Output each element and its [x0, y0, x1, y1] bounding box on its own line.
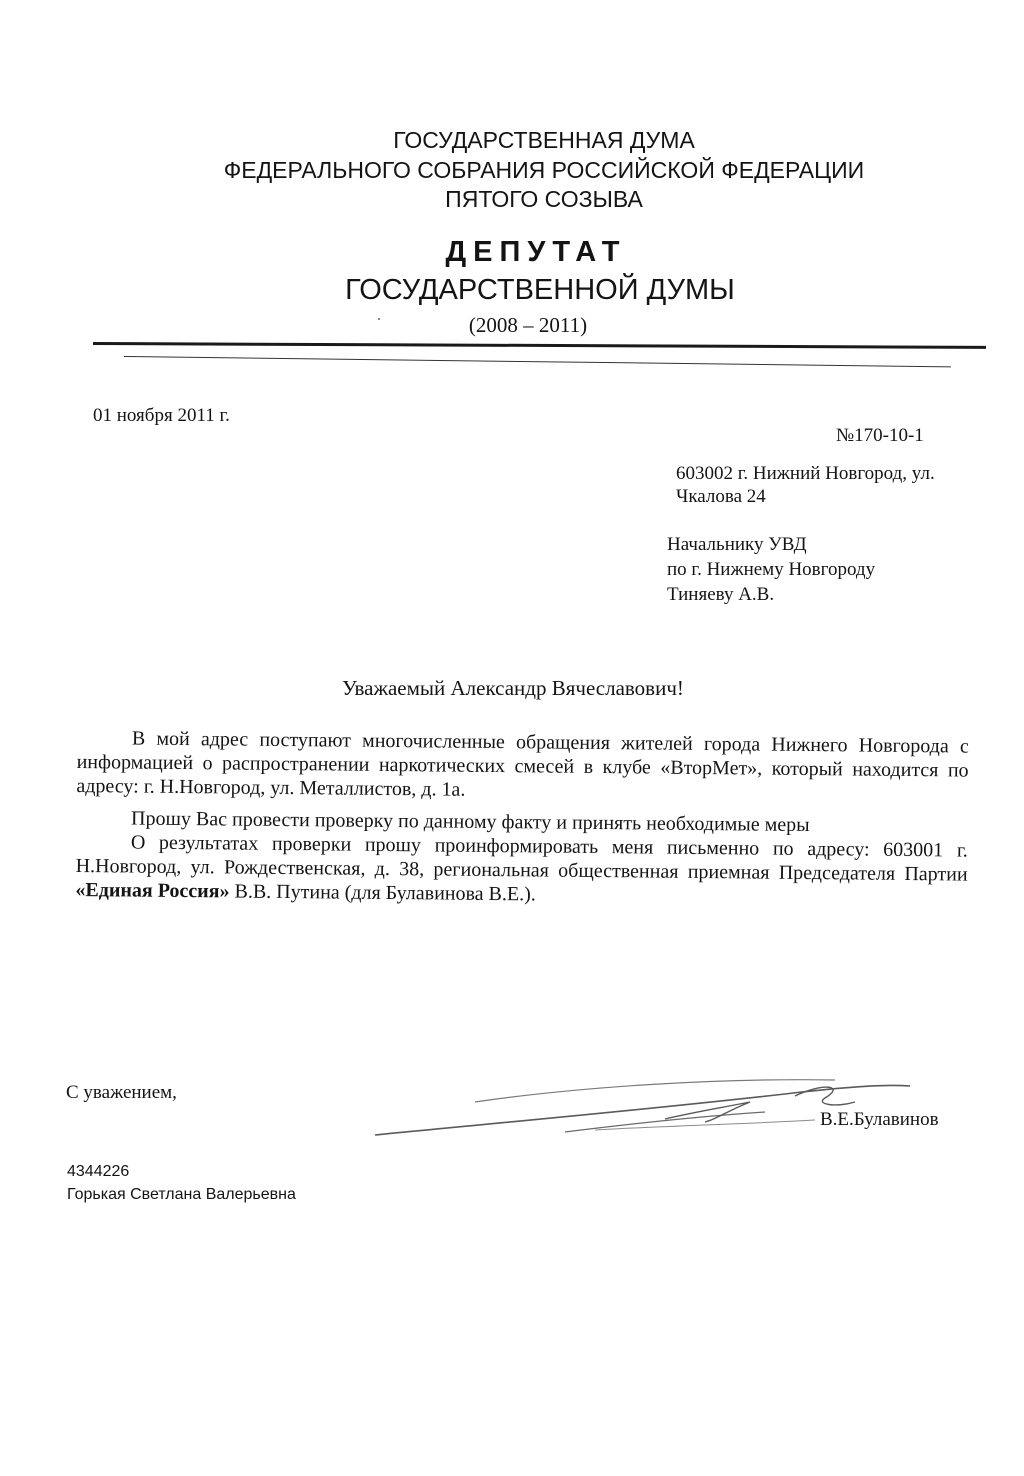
body-text-run: В.В. Путина (для Булавинова В.Е.). — [229, 880, 536, 906]
recipient-line: Начальнику УВД — [667, 534, 807, 555]
body-paragraph: В мой адрес поступают многочисленные обращения жителей города Нижнего Новгорода с информацией о распространении наркотических смесей в клубе «ВторМет», который находится по адресу: г. Н.Новгород, ул. Металлистов, д. 1а. — [76, 727, 969, 801]
header-convocation: ПЯТОГО СОЗЫВА — [445, 186, 643, 212]
recipient-line: по г. Нижнему Новгороду — [667, 559, 876, 580]
recipient-line: Тиняеву А.В. — [667, 584, 775, 605]
deputy-title: ДЕПУТАТ — [445, 236, 627, 268]
recipient-address — [676, 462, 935, 508]
handwritten-signature — [365, 1072, 925, 1144]
body-paragraph — [75, 830, 968, 911]
header-federal-assembly: ФЕДЕРАЛЬНОГО СОБРАНИЯ РОССИЙСКОЙ ФЕДЕРАЦИИ — [223, 157, 865, 183]
closing: С уважением, — [66, 1082, 177, 1103]
deputy-subtitle: ГОСУДАРСТВЕННОЙ ДУМЫ — [345, 274, 735, 306]
address-line: Чкалова 24 — [676, 486, 766, 507]
body-paragraph: Прошу Вас провести проверку по данному факту и принять необходимые меры — [131, 807, 810, 837]
header-rule-thick — [93, 342, 986, 349]
term-years: (2008 – 2011) — [468, 313, 588, 337]
letter-number: №170-10-1 — [836, 425, 924, 446]
executor-phone: 4344226 — [67, 1163, 130, 1180]
letter-body — [75, 726, 969, 911]
party-name: «Единая Россия» — [75, 878, 230, 903]
header-rule-thin — [124, 356, 951, 367]
executor-name: Горькая Светлана Валерьевна — [67, 1186, 296, 1203]
body-text-run: О результатах проверки прошу проинформировать меня письменно по адресу: 603001 г. Н.Новгород, ул. Рождественская, д. 38, региональная общественная приемная Председателя Партии — [75, 831, 968, 886]
header-duma: ГОСУДАРСТВЕННАЯ ДУМА — [393, 127, 695, 153]
letter-date: 01 ноября 2011 г. — [93, 405, 230, 426]
scan-speck — [378, 318, 380, 320]
recipient-name-block — [667, 532, 875, 607]
signer-name: В.Е.Булавинов — [820, 1109, 939, 1130]
address-line: 603002 г. Нижний Новгород, ул. — [676, 463, 935, 484]
greeting: Уважаемый Александр Вячеславович! — [342, 676, 684, 700]
